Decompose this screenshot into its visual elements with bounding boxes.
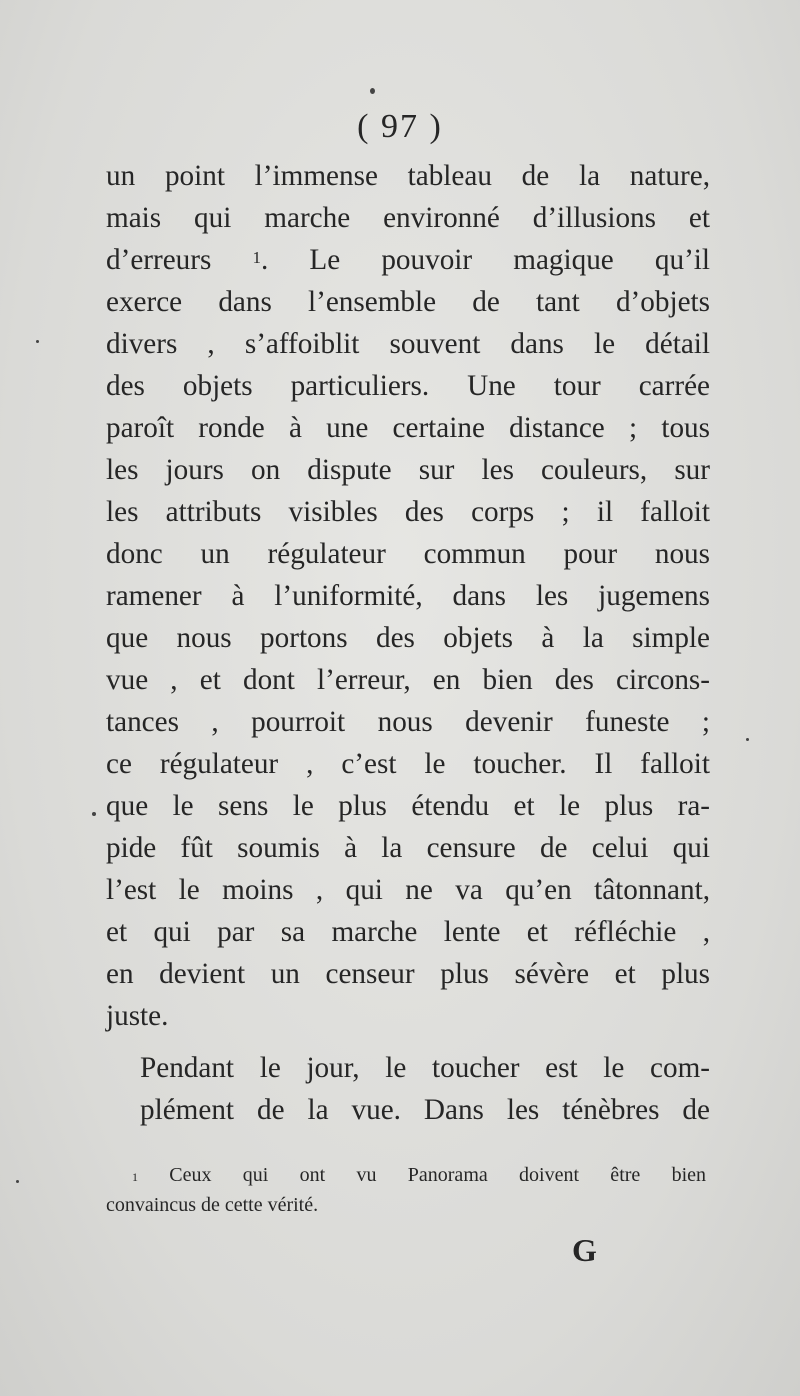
text-line: vue , et dont l’erreur, en bien des circons- <box>106 664 710 696</box>
footnote-reference: 1 <box>252 248 261 267</box>
footnote <box>106 1160 706 1220</box>
text-line: ce régulateur , c’est le toucher. Il falloit <box>106 748 710 780</box>
text-line: des objets particuliers. Une tour carrée <box>106 370 710 402</box>
text-line: un point l’immense tableau de la nature, <box>106 160 710 192</box>
text-line: plément de la vue. Dans les ténèbres de <box>140 1094 710 1126</box>
text-line: que nous portons des objets à la simple <box>106 622 710 654</box>
footnote-marker: 1 <box>132 1170 138 1184</box>
text-line: ramener à l’uniformité, dans les jugemens <box>106 580 710 612</box>
text-line: pide fût soumis à la censure de celui qui <box>106 832 710 864</box>
paragraph-1 <box>106 155 710 1037</box>
footnote-line: convaincus de cette vérité. <box>106 1194 319 1216</box>
text-line <box>106 239 710 281</box>
paragraph-2 <box>106 1047 710 1131</box>
text-line: les attributs visibles des corps ; il falloit <box>106 496 710 528</box>
ink-speck <box>746 738 749 741</box>
text-line: en devient un censeur plus sévère et plus <box>106 958 710 990</box>
text-line: mais qui marche environné d’illusions et <box>106 202 710 234</box>
text-line: et qui par sa marche lente et réfléchie , <box>106 916 710 948</box>
text-line: l’est le moins , qui ne va qu’en tâtonnant, <box>106 874 710 906</box>
footnote-line <box>106 1160 706 1190</box>
ink-speck <box>36 340 39 343</box>
footnote-text: Ceux qui ont vu Panorama doivent être bien <box>169 1164 707 1186</box>
text-line: juste. <box>106 1000 169 1032</box>
page-number: ( 97 ) <box>357 108 443 145</box>
body-text <box>106 155 710 1131</box>
text-fragment: . Le pouvoir magique qu’il <box>260 244 711 276</box>
ink-speck <box>92 812 96 816</box>
text-line: les jours on dispute sur les couleurs, sur <box>106 454 710 486</box>
text-line: divers , s’affoiblit souvent dans le détail <box>106 328 710 360</box>
text-line: tances , pourroit nous devenir funeste ; <box>106 706 710 738</box>
text-line: exerce dans l’ensemble de tant d’objets <box>106 286 710 318</box>
text-line: paroît ronde à une certaine distance ; tous <box>106 412 710 444</box>
text-line: que le sens le plus étendu et le plus ra- <box>106 790 710 822</box>
text-line: Pendant le jour, le toucher est le com- <box>140 1052 710 1084</box>
text-fragment: d’erreurs <box>106 244 212 276</box>
signature-mark: G <box>572 1232 597 1268</box>
text-line: donc un régulateur commun pour nous <box>106 538 710 570</box>
ink-speck <box>370 88 375 94</box>
ink-speck <box>16 1180 19 1183</box>
